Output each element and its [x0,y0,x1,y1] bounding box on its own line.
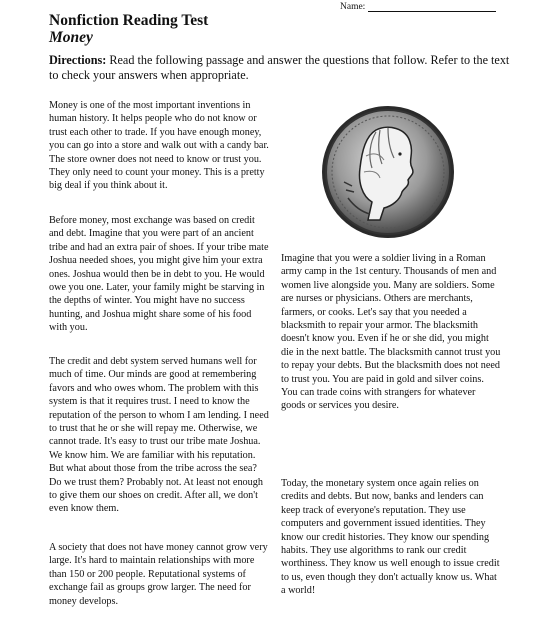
left-paragraph-1: Money is one of the most important inventions in human history. It helps people who do not know or trust each other to trade. If you have enough money, you can go into a store and walk out with a candy bar. The store owner does not need to know or trust you. They only need to count your money. This is a pretty big deal if you think about it. [49,100,269,192]
roman-coin-image [318,102,458,242]
left-paragraph-4: A society that does not have money cannot grow very large. It's hard to maintain relationships with more than 150 or 200 people. Reputational systems of exchange fail as groups grow larger. The need for money develops. [49,542,268,607]
right-paragraph-1: Imagine that you were a soldier living in a Roman army camp in the 1st century. Thousands of men and women live alongside you. Many are soldiers. Some are nurses or physicians. Others are merchants, farmers, or cooks. Let's say that you needed a blacksmith to repair your armor. The blacksmith doesn't know you. Even if he or she did, you might die in the next battle. The blacksmith cannot trust you to repay your debts. But the blacksmith does not need to trust you. You are paid in gold and silver coins. You can trade coins with strangers for whatever goods or services you desire. [281,253,501,412]
name-blank-line[interactable] [368,2,496,12]
directions-text: Read the following passage and answer the questions that follow. Refer to the text to check your answers when appropriate. [49,53,510,82]
directions-label: Directions: [49,53,107,67]
left-paragraph-3: The credit and debt system served humans well for much of time. Our minds are good at remembering favors and who owes whom. The problem with this system is that it requires trust. I need to know the reputation of the person to whom I am lending. I need to trust that he or she will repay me. Otherwise, we cannot trade. It's easy to trust our tribe mate Joshua. We know him. We are familiar with his reputation. But what about those from the tribe across the sea? Do we trust them? Probably not. At least not enough to give them our shoes on credit. After all, we don't even know them. [49,356,269,515]
name-field [340,2,496,12]
left-paragraph-2: Before money, most exchange was based on credit and debt. Imagine that you were part of an ancient tribe and had an extra pair of shoes. If your tribe mate Joshua needed shoes, you might give him your extra ones. Joshua would then be in debt to you. He would owe you one. Later, your family might be starving in the depths of winter. You might have no success hunting, and Joshua might share some of his food with you. [49,215,269,334]
right-paragraph-2: Today, the monetary system once again relies on credits and debts. But now, banks and lenders can keep track of everyone's reputation. They use computers and government issued identities. They know our credit histories. They know our spending habits. They use algorithms to rank our credit worthiness. They know us well enough to issue credit to us, even though they don't actually know us. What a world! [281,478,500,597]
name-label: Name: [340,2,366,12]
directions [49,53,519,83]
page-subtitle: Money [49,29,93,46]
page-title: Nonfiction Reading Test [49,12,209,29]
